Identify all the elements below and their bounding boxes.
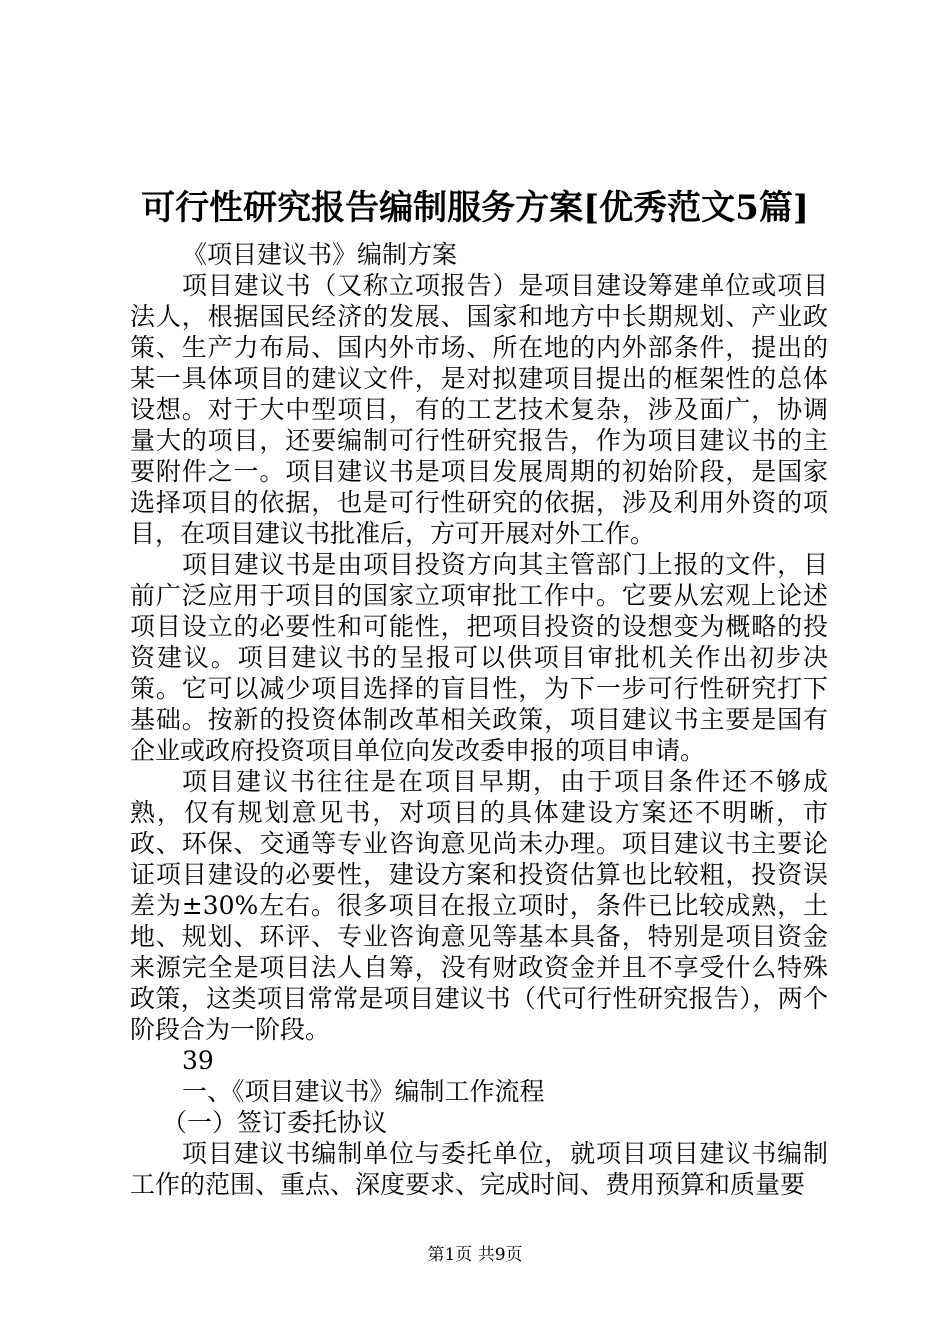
page-number: 第1页 共9页 bbox=[427, 1245, 523, 1265]
subsection-heading: （一）签订委托协议 bbox=[162, 1108, 388, 1137]
section-heading: 一、《项目建议书》编制工作流程 bbox=[182, 1077, 545, 1106]
paragraph-section-heading: 《项目建议书》编制方案 bbox=[182, 240, 458, 269]
paragraph: 项目建议书编制单位与委托单位，就项目项目建议书编制工作的范围、重点、深度要求、完成时间、费用预算和质量要 bbox=[130, 1139, 828, 1199]
paragraph: 项目建议书（又称立项报告）是项目建设筹建单位或项目法人，根据国民经济的发展、国家和地方中长期规划、产业政策、生产力布局、国内外市场、所在地的内外部条件，提出的某一具体项目的建议文件，是对拟建项目提出的框架性的总体设想。对于大中型项目，有的工艺技术复杂，涉及面广，协调量大的项目，还要编制可行性研究报告，作为项目建议书的主要附件之一。项目建议书是项目发展周期的初始阶段，是国家选择项目的依据，也是可行性研究的依据，涉及利用外资的项目，在项目建议书批准后，方可开展对外工作。 bbox=[130, 271, 828, 548]
paragraph: 项目建议书往往是在项目早期，由于项目条件还不够成熟，仅有规划意见书，对项目的具体建设方案还不明晰，市政、环保、交通等专业咨询意见尚未办理。项目建议书主要论证项目建设的必要性，建设方案和投资估算也比较粗，投资误差为±30%左右。很多项目在报立项时，条件已比较成熟，土地、规划、环评、专业咨询意见等基本具备，特别是项目资金来源完全是项目法人自筹，没有财政资金并且不享受什么特殊政策，这类项目常常是项目建议书（代可行性研究报告），两个阶段合为一阶段。 bbox=[130, 767, 828, 1044]
document-body bbox=[130, 239, 828, 1200]
document-title: 可行性研究报告编制服务方案[优秀范文5篇] bbox=[141, 188, 809, 228]
paragraph-number: 39 bbox=[182, 1046, 214, 1075]
paragraph: 项目建议书是由项目投资方向其主管部门上报的文件，目前广泛应用于项目的国家立项审批工作中。它要从宏观上论述项目设立的必要性和可能性，把项目投资的设想变为概略的投资建议。项目建议书的呈报可以供项目审批机关作出初步决策。它可以减少项目选择的盲目性，为下一步可行性研究打下基础。按新的投资体制改革相关政策，项目建议书主要是国有企业或政府投资项目单位向发改委申报的项目申请。 bbox=[130, 550, 828, 765]
